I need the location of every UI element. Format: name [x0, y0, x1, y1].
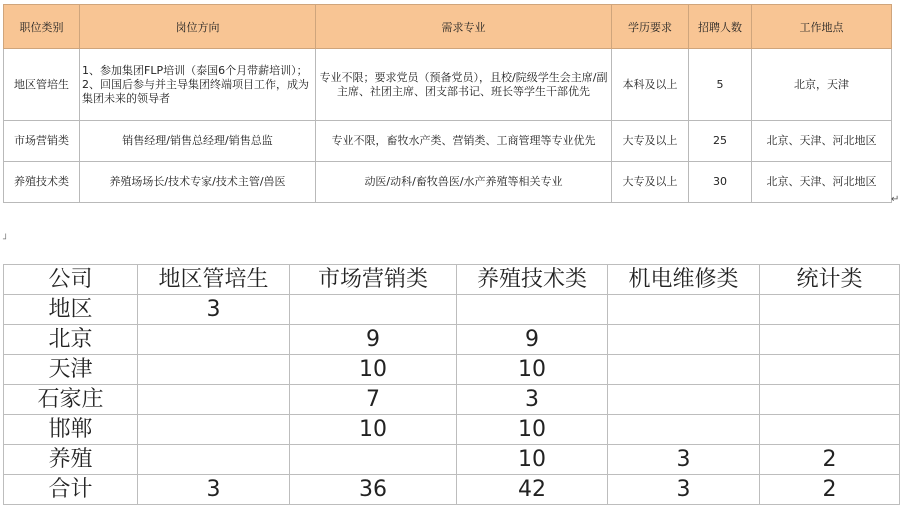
cell-count: 25	[689, 121, 752, 162]
cell-education: 本科及以上	[612, 49, 689, 121]
cell-direction: 养殖场场长/技术专家/技术主管/兽医	[80, 162, 316, 203]
table-cell: 3	[608, 445, 760, 475]
table-cell	[290, 295, 457, 325]
table-cell: 3	[457, 385, 608, 415]
paragraph-return-icon: ↵	[891, 194, 900, 205]
recruitment-table	[3, 4, 892, 203]
cell-major: 专业不限；要求党员（预备党员），且校/院级学生会主席/副主席、社团主席、团支部书记、班长等学生干部优先	[316, 49, 612, 121]
cursor-mark-icon: ┘	[3, 235, 9, 245]
row-label: 养殖	[4, 445, 138, 475]
cell-count: 30	[689, 162, 752, 203]
table-cell: 42	[457, 475, 608, 505]
header-count: 招聘人数	[689, 5, 752, 49]
table-cell: 10	[457, 355, 608, 385]
table-row	[4, 121, 892, 162]
header-maintenance: 机电维修类	[608, 265, 760, 295]
cell-direction: 销售经理/销售总经理/销售总监	[80, 121, 316, 162]
header-major: 需求专业	[316, 5, 612, 49]
table-cell	[608, 385, 760, 415]
cell-major: 专业不限，畜牧水产类、营销类、工商管理等专业优先	[316, 121, 612, 162]
cell-education: 大专及以上	[612, 162, 689, 203]
table-cell: 3	[138, 295, 290, 325]
table-cell: 10	[290, 415, 457, 445]
table-cell	[138, 445, 290, 475]
cell-direction: 1、参加集团FLP培训（泰国6个月带薪培训）； 2、回国后参与并主导集团终端项目工作，成为集团未来的领导者	[80, 49, 316, 121]
header-education: 学历要求	[612, 5, 689, 49]
table-cell	[608, 355, 760, 385]
table-cell	[608, 295, 760, 325]
table-cell: 10	[457, 445, 608, 475]
table-row	[4, 49, 892, 121]
header-company: 公司	[4, 265, 138, 295]
table-row	[4, 325, 900, 355]
table-cell	[290, 445, 457, 475]
table-cell: 36	[290, 475, 457, 505]
table-cell: 7	[290, 385, 457, 415]
table-row	[4, 385, 900, 415]
table-cell: 9	[457, 325, 608, 355]
table-row	[4, 295, 900, 325]
table-cell	[608, 415, 760, 445]
summary-header-row	[4, 265, 900, 295]
cell-category: 地区管培生	[4, 49, 80, 121]
table-cell	[138, 355, 290, 385]
table-row	[4, 415, 900, 445]
cell-count: 5	[689, 49, 752, 121]
table-cell	[760, 385, 900, 415]
header-breeding-tech: 养殖技术类	[457, 265, 608, 295]
row-label: 北京	[4, 325, 138, 355]
row-label: 天津	[4, 355, 138, 385]
row-label: 地区	[4, 295, 138, 325]
cell-location: 北京、天津、河北地区	[752, 162, 892, 203]
table-cell: 2	[760, 475, 900, 505]
cell-major: 动医/动科/畜牧兽医/水产养殖等相关专业	[316, 162, 612, 203]
header-statistics: 统计类	[760, 265, 900, 295]
table-cell	[608, 325, 760, 355]
header-category: 职位类别	[4, 5, 80, 49]
row-label: 邯郸	[4, 415, 138, 445]
table-cell: 3	[138, 475, 290, 505]
cell-category: 养殖技术类	[4, 162, 80, 203]
recruitment-header-row	[4, 5, 892, 49]
cell-education: 大专及以上	[612, 121, 689, 162]
cell-category: 市场营销类	[4, 121, 80, 162]
table-cell: 9	[290, 325, 457, 355]
table-row	[4, 445, 900, 475]
table-cell: 10	[290, 355, 457, 385]
table-cell	[760, 295, 900, 325]
table-row	[4, 355, 900, 385]
header-location: 工作地点	[752, 5, 892, 49]
table-cell	[457, 295, 608, 325]
summary-table	[3, 264, 900, 505]
table-cell	[760, 415, 900, 445]
table-cell	[760, 355, 900, 385]
header-marketing: 市场营销类	[290, 265, 457, 295]
row-label: 石家庄	[4, 385, 138, 415]
total-row	[4, 475, 900, 505]
cell-location: 北京，天津	[752, 49, 892, 121]
table-cell: 10	[457, 415, 608, 445]
table-cell	[138, 325, 290, 355]
table-cell	[760, 325, 900, 355]
cell-location: 北京、天津、河北地区	[752, 121, 892, 162]
table-cell	[138, 385, 290, 415]
header-direction: 岗位方向	[80, 5, 316, 49]
header-regional-trainee: 地区管培生	[138, 265, 290, 295]
table-cell: 3	[608, 475, 760, 505]
table-cell	[138, 415, 290, 445]
row-label: 合计	[4, 475, 138, 505]
table-row	[4, 162, 892, 203]
table-cell: 2	[760, 445, 900, 475]
